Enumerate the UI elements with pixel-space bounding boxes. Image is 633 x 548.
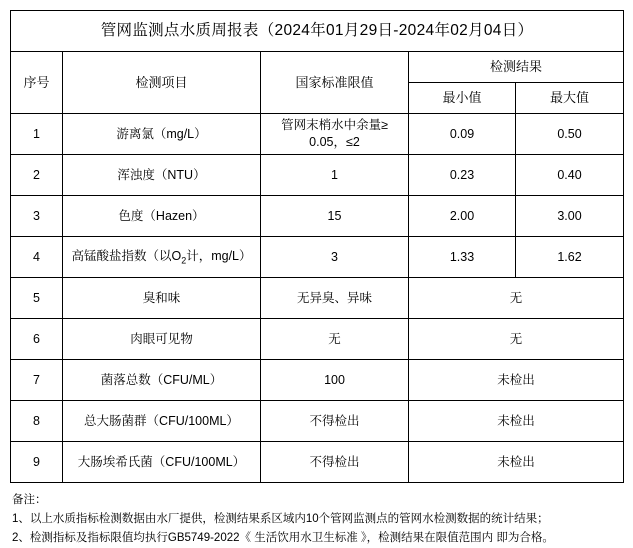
row-item: 大肠埃希氏菌（CFU/100ML）	[63, 442, 261, 483]
header-row-top	[11, 52, 624, 83]
notes-block	[10, 491, 623, 548]
row-min: 0.23	[409, 155, 516, 196]
row-max: 0.40	[516, 155, 624, 196]
row-item-sub: 2	[181, 255, 187, 266]
row-item: 游离氯（mg/L）	[63, 114, 261, 155]
header-item: 检测项目	[63, 52, 261, 114]
row-item: 色度（Hazen）	[63, 196, 261, 237]
row-standard: 1	[261, 155, 409, 196]
title-row	[11, 11, 624, 52]
row-standard: 无异臭、异味	[261, 278, 409, 319]
table-row	[11, 319, 624, 360]
row-max: 1.62	[516, 237, 624, 278]
row-no: 2	[11, 155, 63, 196]
row-item: 总大肠菌群（CFU/100ML）	[63, 401, 261, 442]
row-result: 无	[409, 319, 624, 360]
row-result: 未检出	[409, 401, 624, 442]
row-no: 9	[11, 442, 63, 483]
row-item: 浑浊度（NTU）	[63, 155, 261, 196]
row-item: 臭和味	[63, 278, 261, 319]
row-standard: 不得检出	[261, 401, 409, 442]
row-result: 未检出	[409, 360, 624, 401]
row-standard: 无	[261, 319, 409, 360]
row-item-pre: 高锰酸盐指数（以O	[71, 248, 182, 263]
water-quality-report-table	[10, 10, 624, 483]
row-min: 2.00	[409, 196, 516, 237]
row-standard-line1: 管网末梢水中余量≥	[281, 118, 388, 133]
row-min: 1.33	[409, 237, 516, 278]
row-item-post: 计，mg/L）	[186, 248, 252, 263]
table-row	[11, 114, 624, 155]
row-max: 3.00	[516, 196, 624, 237]
header-result-group: 检测结果	[409, 52, 624, 83]
row-standard: 不得检出	[261, 442, 409, 483]
row-item: 肉眼可见物	[63, 319, 261, 360]
report-title: 管网监测点水质周报表（2024年01月29日-2024年02月04日）	[11, 11, 624, 52]
row-no: 1	[11, 114, 63, 155]
row-min: 0.09	[409, 114, 516, 155]
table-row	[11, 196, 624, 237]
header-standard: 国家标准限值	[261, 52, 409, 114]
row-no: 8	[11, 401, 63, 442]
row-no: 5	[11, 278, 63, 319]
row-standard-line2: 0.05，≤2	[309, 135, 360, 149]
row-standard	[261, 114, 409, 155]
row-result: 无	[409, 278, 624, 319]
notes-line-1: 1、以上水质指标检测数据由水厂提供，检测结果系区域内10个管网监测点的管网水检测数据的统计结果；	[12, 512, 549, 525]
notes-line-2: 2、检测指标及指标限值均执行GB5749-2022《 生活饮用水卫生标准 》，检测结果在限值范围内 即为合格。	[12, 531, 554, 544]
row-max: 0.50	[516, 114, 624, 155]
header-no: 序号	[11, 52, 63, 114]
header-max: 最大值	[516, 83, 624, 114]
header-min: 最小值	[409, 83, 516, 114]
row-standard: 100	[261, 360, 409, 401]
row-standard: 15	[261, 196, 409, 237]
row-result: 未检出	[409, 442, 624, 483]
row-no: 3	[11, 196, 63, 237]
table-row	[11, 401, 624, 442]
table-row	[11, 237, 624, 278]
row-standard: 3	[261, 237, 409, 278]
table-row	[11, 155, 624, 196]
table-row	[11, 442, 624, 483]
row-no: 6	[11, 319, 63, 360]
table-row	[11, 278, 624, 319]
notes-label: 备注：	[12, 494, 47, 506]
table-row	[11, 360, 624, 401]
row-no: 7	[11, 360, 63, 401]
row-no: 4	[11, 237, 63, 278]
row-item: 菌落总数（CFU/ML）	[63, 360, 261, 401]
row-item	[63, 237, 261, 278]
